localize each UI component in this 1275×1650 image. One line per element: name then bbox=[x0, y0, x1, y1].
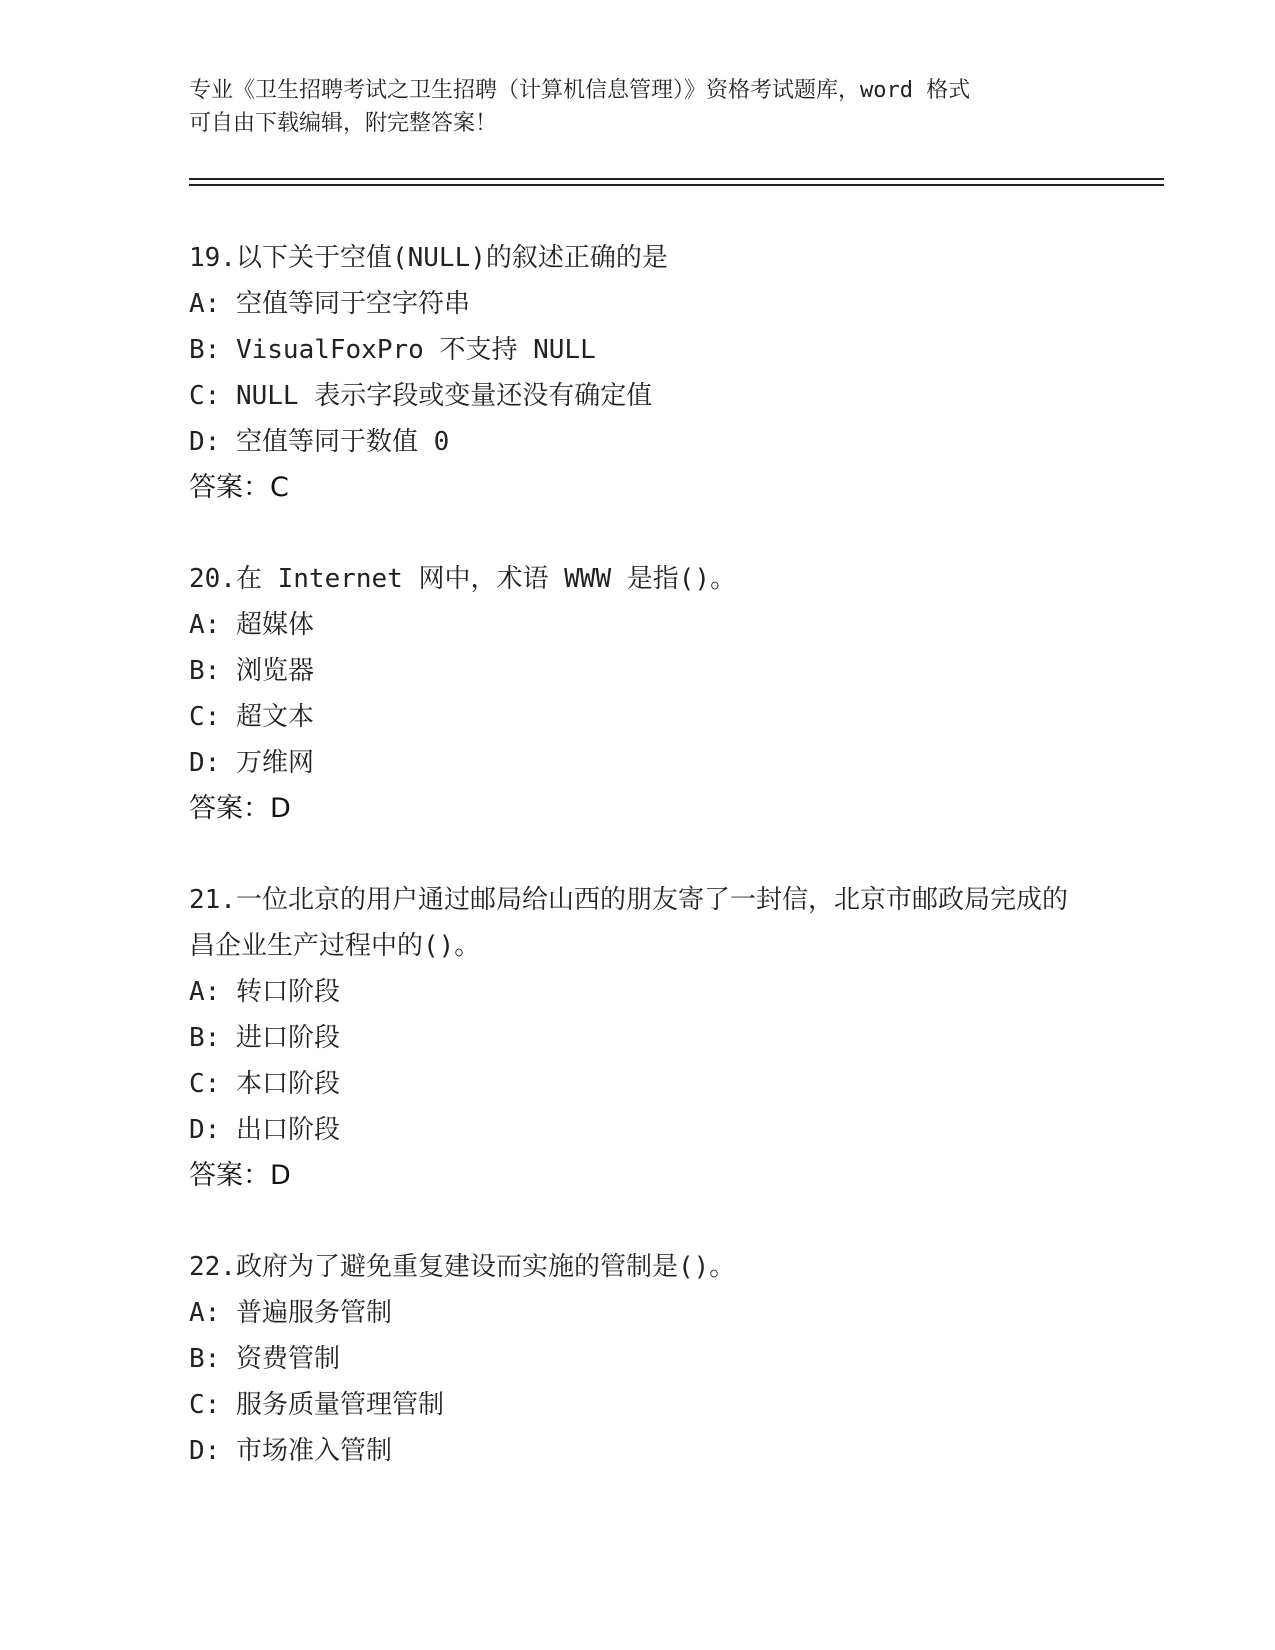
option-c: C: NULL 表示字段或变量还没有确定值 bbox=[189, 381, 653, 411]
header-line-2: 可自由下载编辑，附完整答案！ bbox=[189, 111, 498, 136]
option-b: B: 浏览器 bbox=[189, 656, 314, 686]
option-b: B: VisualFoxPro 不支持 NULL bbox=[189, 335, 596, 365]
question-stem: 22.政府为了避免重复建设而实施的管制是()。 bbox=[189, 1252, 736, 1282]
option-a: A: 空值等同于空字符串 bbox=[189, 289, 470, 319]
answer: 答案：D bbox=[189, 1160, 291, 1191]
question-stem: 19.以下关于空值(NULL)的叙述正确的是 bbox=[189, 243, 668, 273]
answer: 答案：D bbox=[189, 793, 291, 824]
question-stem: 21.一位北京的用户通过邮局给山西的朋友寄了一封信，北京市邮政局完成的昌企业生产过程中的()。 bbox=[189, 885, 1068, 961]
question-21 bbox=[189, 877, 1089, 1199]
option-c: C: 服务质量管理管制 bbox=[189, 1390, 444, 1420]
option-b: B: 资费管制 bbox=[189, 1344, 340, 1374]
option-a: A: 超媒体 bbox=[189, 610, 314, 640]
question-22 bbox=[189, 1244, 1089, 1474]
header-divider-top bbox=[189, 178, 1164, 180]
header-line-1: 专业《卫生招聘考试之卫生招聘（计算机信息管理）》资格考试题库，word 格式 bbox=[189, 78, 971, 103]
answer: 答案：C bbox=[189, 472, 289, 503]
option-d: D: 万维网 bbox=[189, 748, 314, 778]
option-a: A: 转口阶段 bbox=[189, 977, 340, 1007]
option-d: D: 出口阶段 bbox=[189, 1115, 340, 1145]
option-b: B: 进口阶段 bbox=[189, 1023, 340, 1053]
question-19 bbox=[189, 235, 1089, 511]
document-header bbox=[189, 74, 1089, 140]
option-d: D: 空值等同于数值 0 bbox=[189, 427, 450, 457]
option-c: C: 本口阶段 bbox=[189, 1069, 340, 1099]
option-c: C: 超文本 bbox=[189, 702, 314, 732]
option-d: D: 市场准入管制 bbox=[189, 1436, 392, 1466]
question-20 bbox=[189, 556, 1089, 832]
header-divider-bottom bbox=[189, 184, 1164, 186]
question-stem: 20.在 Internet 网中，术语 WWW 是指()。 bbox=[189, 564, 737, 594]
option-a: A: 普遍服务管制 bbox=[189, 1298, 392, 1328]
